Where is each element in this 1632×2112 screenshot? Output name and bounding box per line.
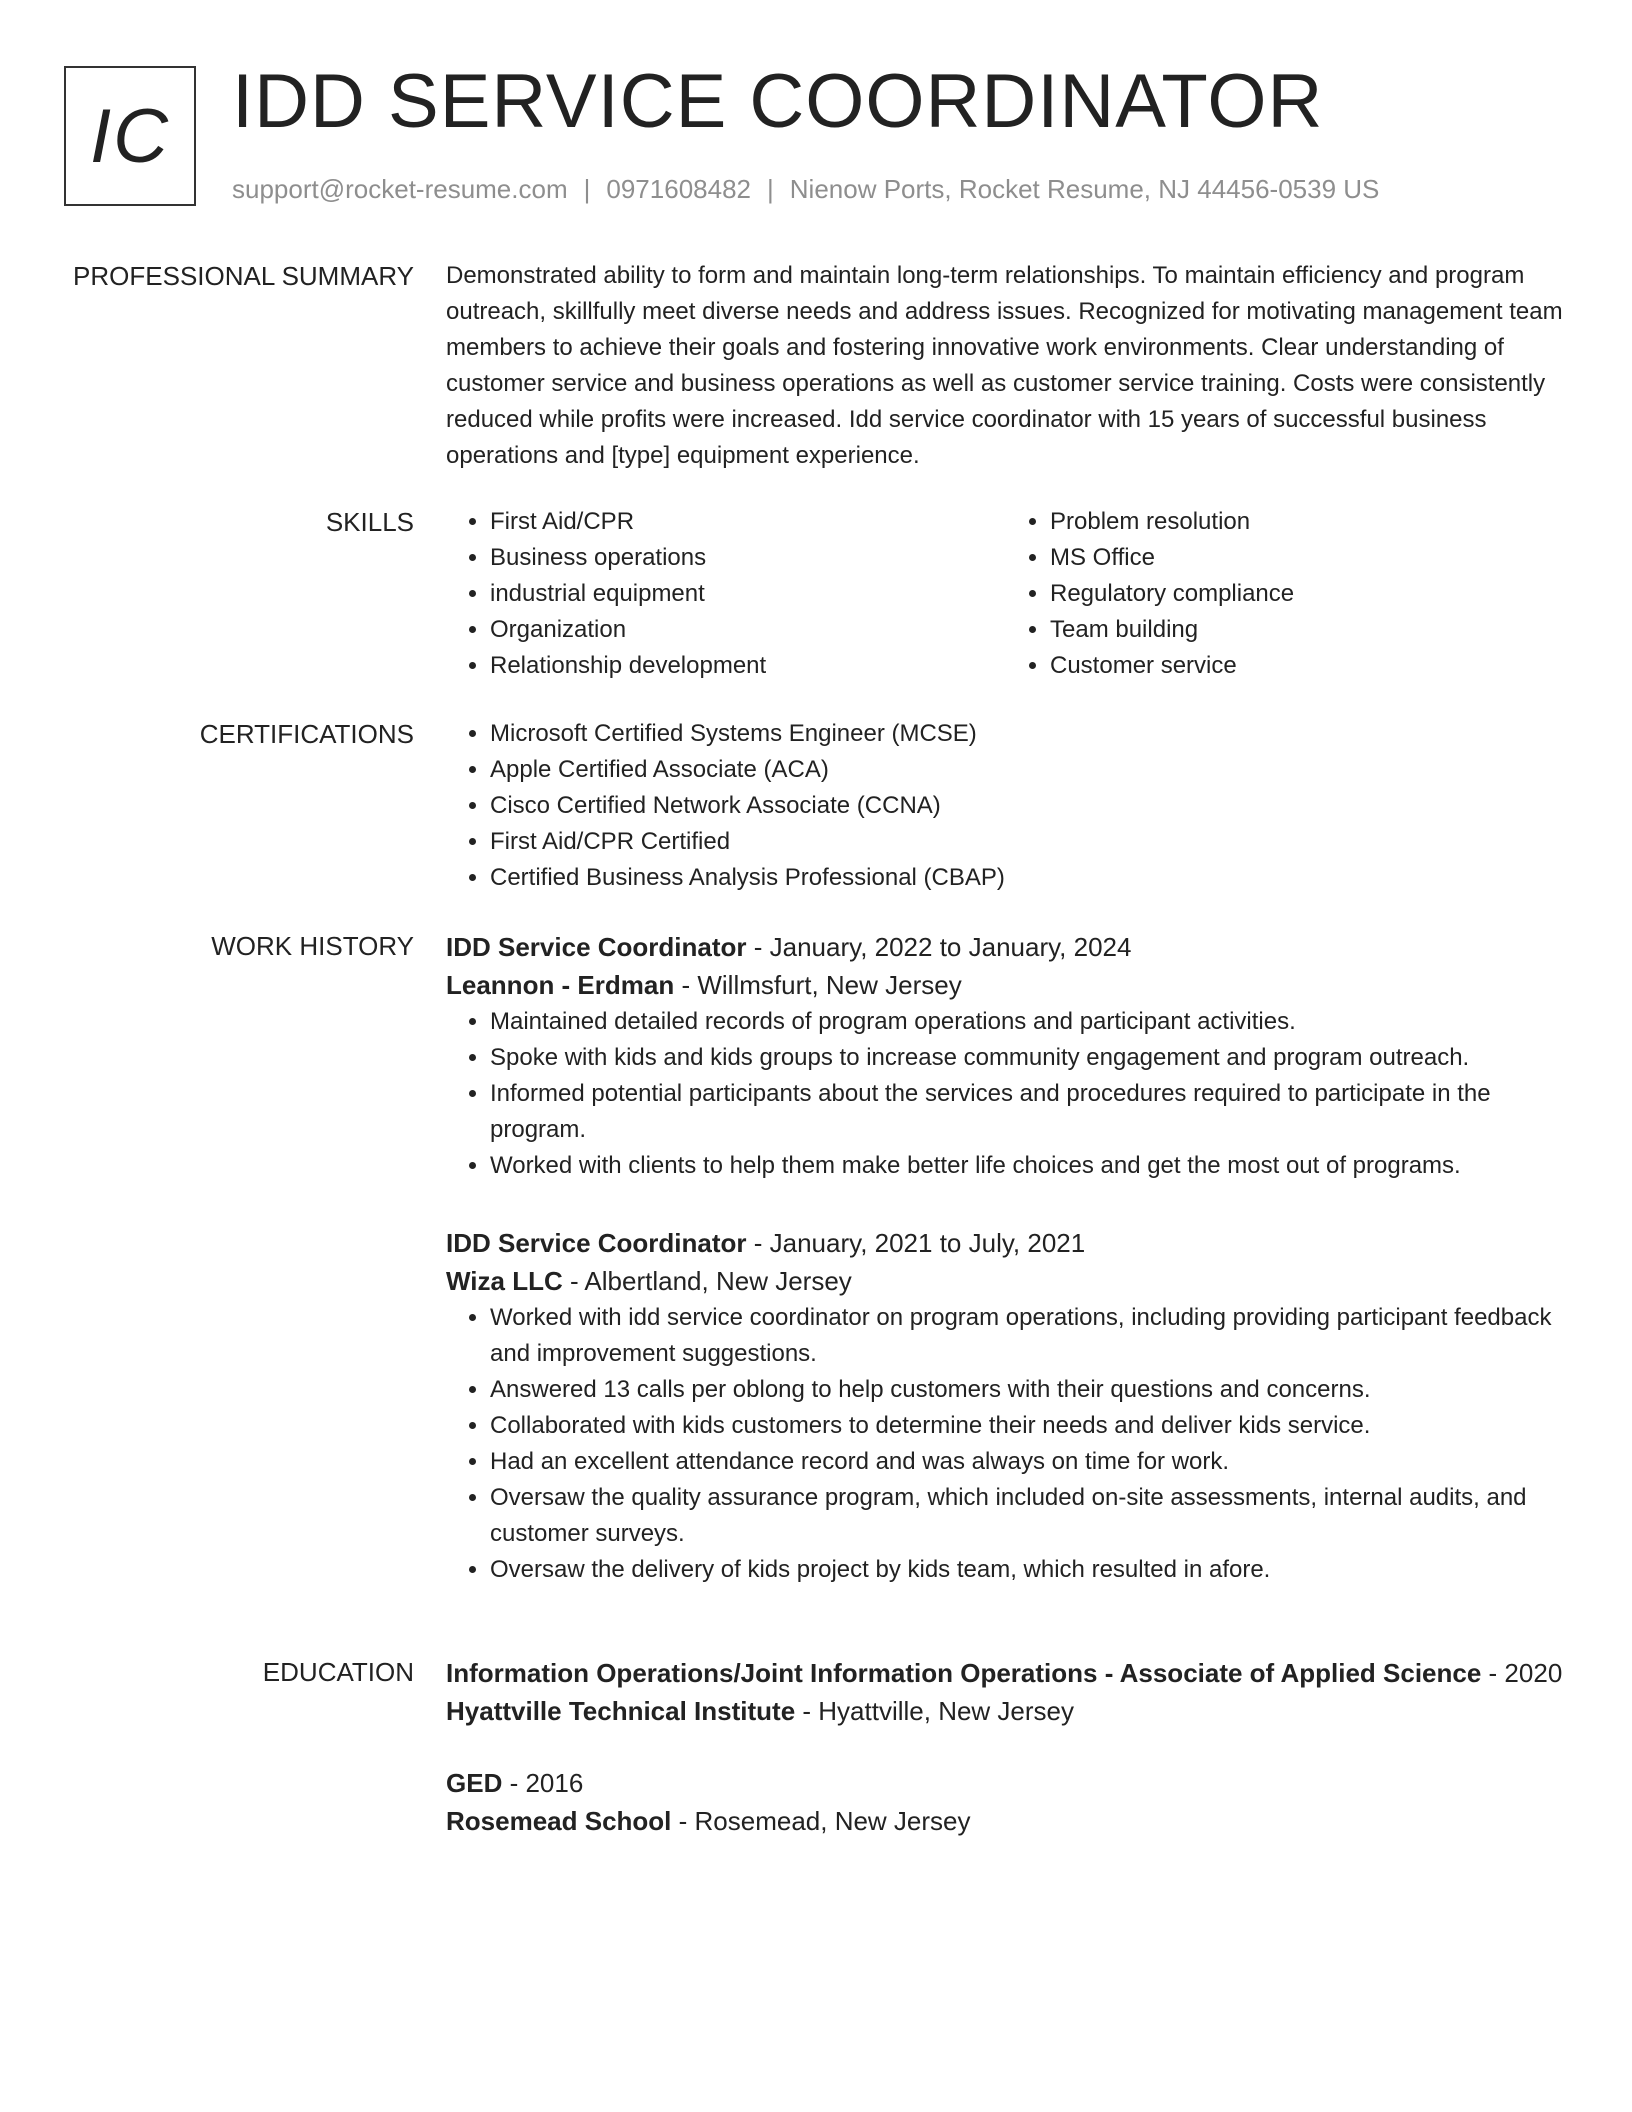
skills-list-right [1006,504,1566,684]
job-title: IDD Service Coordinator [446,932,747,962]
job-bullet: • Answered 13 calls per oblong to help customers with their questions and concerns. [490,1372,1566,1408]
summary-text: Demonstrated ability to form and maintain long-term relationships. To maintain efficiency and program outreach, skillfully meet diverse needs and address issues. Recognized for motivating management team members to achieve their goals and fostering innovative work environments. Clear understanding of customer service and business operations as well as customer service training. Costs were consistently reduced while profits were increased. Idd service coordinator with 15 years of successful business operations and [type] equipment experience. [446,262,1563,469]
contact-email[interactable]: support@rocket-resume.com [232,174,568,204]
job-company-line [446,1262,1566,1300]
education-degree-line [446,1764,1566,1802]
skill-item: • Customer service [1050,648,1566,684]
skills-list-left [446,504,1006,684]
job-location: - Albertland, New Jersey [562,1266,852,1296]
skill-item: • Problem resolution [1050,504,1566,540]
job-bullet: • Had an excellent attendance record and was always on time for work. [490,1444,1566,1480]
job-bullet: • Worked with idd service coordinator on program operations, including providing participant feedback and improvement suggestions. [490,1300,1566,1372]
skill-item: • Team building [1050,612,1566,648]
monogram-logo: IC [64,66,196,206]
job-company: Leannon - Erdman [446,970,675,1000]
job-bullet: • Worked with clients to help them make better life choices and get the most out of programs. [490,1148,1566,1184]
section-label-work-history: WORK HISTORY [211,931,414,961]
page-title: IDD SERVICE COORDINATOR [232,59,1324,144]
section-label-certifications: CERTIFICATIONS [199,719,414,749]
contact-separator: | [583,174,591,204]
contact-separator: | [767,174,774,204]
skill-item: • MS Office [1050,540,1566,576]
education-school: Rosemead School [446,1806,672,1836]
education-location: - Rosemead, New Jersey [671,1806,971,1836]
education-school: Hyattville Technical Institute [446,1696,796,1726]
education-entry [446,1654,1566,1730]
skill-item: • First Aid/CPR [490,504,1006,540]
job-company: Wiza LLC [446,1266,563,1296]
certification-item: • First Aid/CPR Certified [490,824,1566,860]
job-bullets [446,1300,1566,1588]
certification-item: • Microsoft Certified Systems Engineer (MCSE) [490,716,1566,752]
skill-item: • Business operations [490,540,1006,576]
contact-phone: 0971608482 [606,174,751,204]
education-entry [446,1764,1566,1840]
section-label-summary: PROFESSIONAL SUMMARY [73,261,414,291]
section-label-education: EDUCATION [262,1657,414,1687]
skill-item: • Regulatory compliance [1050,576,1566,612]
job-entry [446,1224,1566,1588]
job-bullet: • Spoke with kids and kids groups to increase community engagement and program outreach. [490,1040,1566,1076]
job-bullet: • Oversaw the quality assurance program, which included on-site assessments, internal audits, and customer surveys. [490,1480,1566,1552]
job-dates: - January, 2021 to July, 2021 [746,1228,1086,1258]
certification-item: • Cisco Certified Network Associate (CCNA) [490,788,1566,824]
skill-item: • Relationship development [490,648,1006,684]
education-year: - 2020 [1481,1658,1563,1688]
job-location: - Willmsfurt, New Jersey [674,970,962,1000]
contact-line [232,174,1379,205]
section-label-skills: SKILLS [325,507,414,537]
certification-item: • Apple Certified Associate (ACA) [490,752,1566,788]
education-school-line [446,1692,1566,1730]
education-degree: GED [446,1768,503,1798]
certification-item: • Certified Business Analysis Professional (CBAP) [490,860,1566,896]
job-bullet: • Maintained detailed records of program operations and participant activities. [490,1004,1566,1040]
job-bullet: • Collaborated with kids customers to determine their needs and deliver kids service. [490,1408,1566,1444]
education-location: - Hyattville, New Jersey [795,1696,1075,1726]
job-dates: - January, 2022 to January, 2024 [746,932,1132,962]
job-bullet: • Informed potential participants about the services and procedures required to participate in the program. [490,1076,1566,1148]
job-bullets [446,1004,1566,1184]
skill-item: • Organization [490,612,1006,648]
education-degree-line [446,1654,1566,1692]
skill-item: • industrial equipment [490,576,1006,612]
job-entry [446,928,1566,1184]
education-year: - 2016 [502,1768,584,1798]
contact-address: Nienow Ports, Rocket Resume, NJ 44456-0539 US [789,174,1380,204]
education-degree: Information Operations/Joint Information Operations - Associate of Applied Science [446,1658,1482,1688]
job-company-line [446,966,1566,1004]
certifications-list [446,716,1566,896]
job-bullet: • Oversaw the delivery of kids project by kids team, which resulted in afore. [490,1552,1566,1588]
job-title-line [446,1224,1566,1262]
education-school-line [446,1802,1566,1840]
job-title: IDD Service Coordinator [446,1228,747,1258]
job-title-line [446,928,1566,966]
